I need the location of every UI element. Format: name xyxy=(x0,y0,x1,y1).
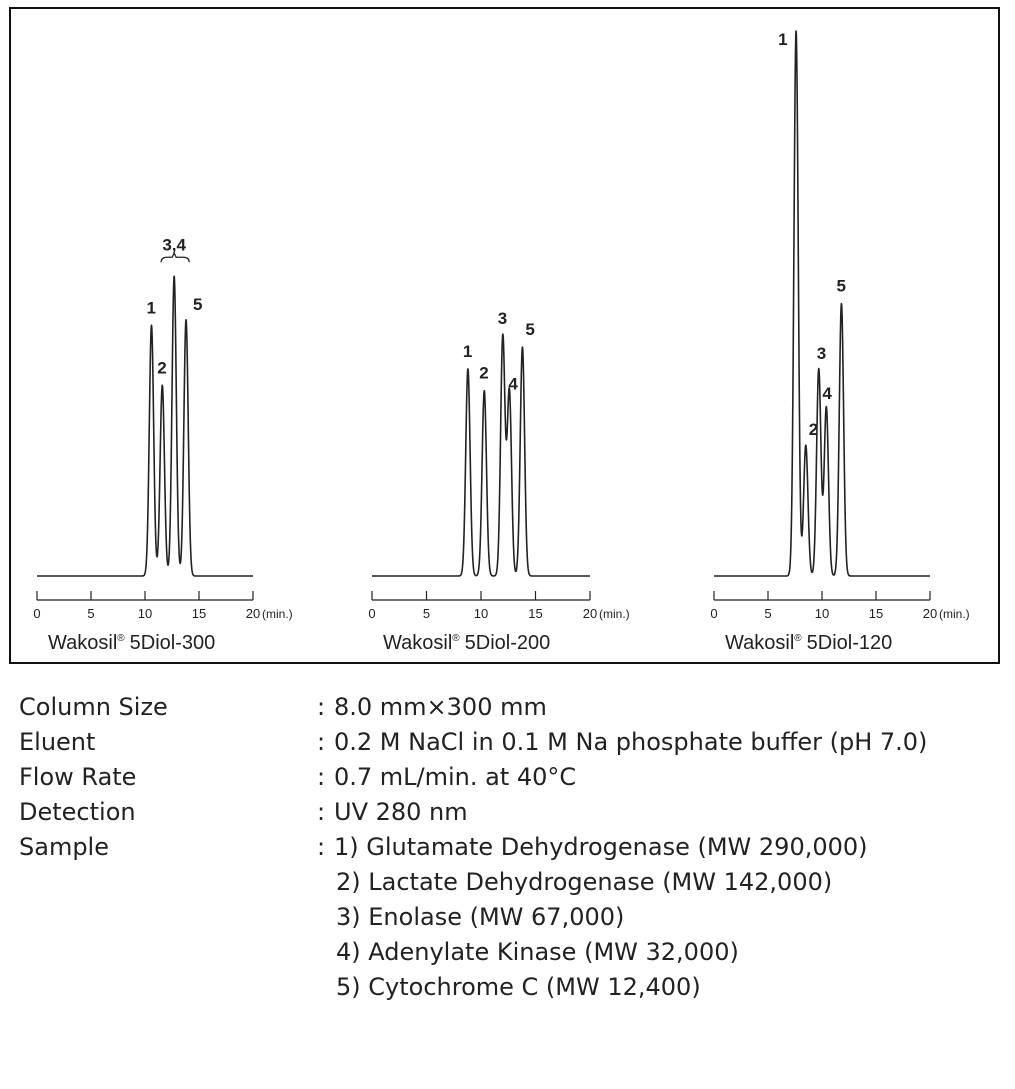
condition-label: Sample xyxy=(19,833,109,861)
condition-value: UV 280 nm xyxy=(334,798,468,826)
chromatogram-trace xyxy=(37,276,253,576)
x-tick-label: 10 xyxy=(137,606,153,621)
chromatogram-trace xyxy=(714,31,930,576)
peak-label: 4 xyxy=(822,384,832,404)
condition-label: Eluent xyxy=(19,728,96,756)
x-tick-label: 0 xyxy=(33,606,41,621)
condition-label: Flow Rate xyxy=(19,763,137,791)
x-tick-label: 10 xyxy=(814,606,830,621)
peak-label: 3,4 xyxy=(162,235,186,255)
peak-bracket xyxy=(161,253,189,262)
sample-item-row xyxy=(19,935,1009,970)
chromatogram-300 xyxy=(33,235,292,654)
x-tick-label: 10 xyxy=(473,606,489,621)
peak-label: 2 xyxy=(479,363,489,383)
condition-row-sample xyxy=(19,830,1009,865)
x-unit-label: (min.) xyxy=(262,607,293,621)
x-tick-label: 5 xyxy=(422,606,431,621)
column-name-label: Wakosil® 5Diol-200 xyxy=(383,632,551,654)
condition-row-column-size xyxy=(19,690,1009,725)
x-tick-label: 0 xyxy=(710,606,718,621)
condition-label: Detection xyxy=(19,798,136,826)
sample-item: 4) Adenylate Kinase (MW 32,000) xyxy=(336,938,739,966)
condition-colon: : xyxy=(317,763,326,791)
x-unit-label: (min.) xyxy=(599,607,630,621)
peak-label: 5 xyxy=(193,294,203,314)
condition-value: 0.2 M NaCl in 0.1 M Na phosphate buffer (pH 7.0) xyxy=(334,728,928,756)
peak-label: 1 xyxy=(778,30,788,49)
sample-item-row xyxy=(19,900,1009,935)
sample-item: 2) Lactate Dehydrogenase (MW 142,000) xyxy=(336,868,833,896)
sample-item-row xyxy=(19,865,1009,900)
peak-label: 2 xyxy=(157,358,167,378)
condition-row-eluent xyxy=(19,725,1009,760)
peak-label: 1 xyxy=(462,341,473,361)
conditions-table xyxy=(19,690,1009,1005)
chromatogram-120 xyxy=(710,30,969,654)
condition-row-detection xyxy=(19,795,1009,830)
condition-value: 0.7 mL/min. at 40°C xyxy=(334,763,577,791)
x-unit-label: (min.) xyxy=(939,607,970,621)
x-tick-label: 0 xyxy=(368,606,376,621)
peak-label: 2 xyxy=(808,420,819,440)
peak-label: 3 xyxy=(497,309,508,329)
condition-value: 1) Glutamate Dehydrogenase (MW 290,000) xyxy=(334,833,868,861)
chromatogram-200 xyxy=(368,309,629,654)
sample-item-row xyxy=(19,970,1009,1005)
x-tick-label: 15 xyxy=(528,606,543,621)
condition-colon: : xyxy=(317,833,326,861)
sample-item: 3) Enolase (MW 67,000) xyxy=(336,903,625,931)
peak-label: 4 xyxy=(508,374,518,394)
x-tick-label: 15 xyxy=(191,606,207,621)
sample-item: 5) Cytochrome C (MW 12,400) xyxy=(336,973,701,1001)
condition-value: 8.0 mm×300 mm xyxy=(334,693,547,721)
peak-label: 5 xyxy=(836,276,846,296)
peak-label: 3 xyxy=(816,343,827,363)
condition-colon: : xyxy=(317,798,326,826)
peak-label: 1 xyxy=(146,298,156,318)
x-tick-label: 15 xyxy=(868,606,884,621)
column-name-label: Wakosil® 5Diol-120 xyxy=(725,632,893,654)
condition-colon: : xyxy=(317,693,326,721)
x-tick-label: 20 xyxy=(245,606,261,621)
condition-row-flow-rate xyxy=(19,760,1009,795)
x-tick-label: 20 xyxy=(922,606,938,621)
peak-label: 5 xyxy=(525,320,535,340)
condition-colon: : xyxy=(317,728,326,756)
condition-label: Column Size xyxy=(19,693,168,721)
x-tick-label: 5 xyxy=(87,606,95,621)
column-name-label: Wakosil® 5Diol-300 xyxy=(48,632,216,654)
x-tick-label: 5 xyxy=(764,606,772,621)
x-tick-label: 20 xyxy=(582,606,598,621)
